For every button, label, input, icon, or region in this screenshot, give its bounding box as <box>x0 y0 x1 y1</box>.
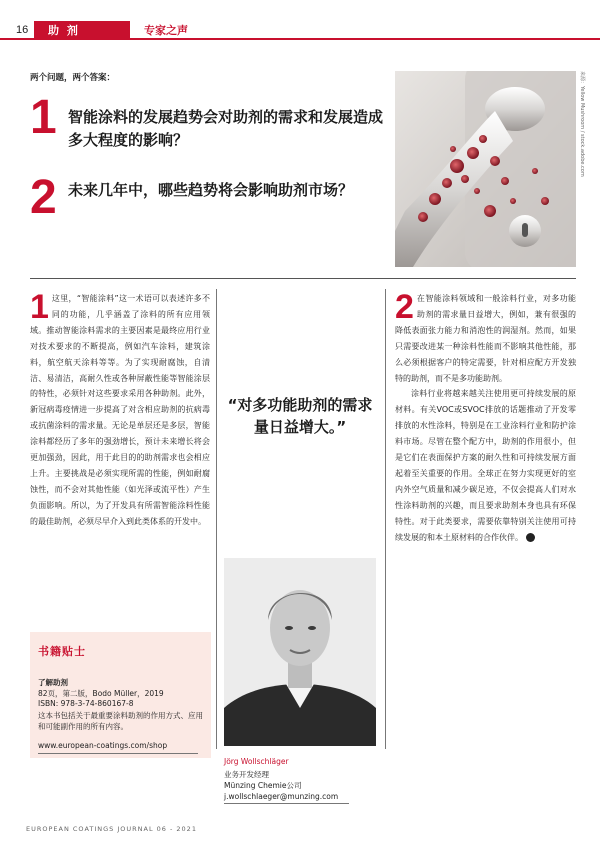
door-handle-virus-photo <box>395 71 576 267</box>
answer-2-dropcap: 2 <box>395 288 414 326</box>
expert-company: Münzing Chemie公司 <box>224 781 302 790</box>
book-isbn: ISBN: 978-3-74-860167-8 <box>38 699 134 708</box>
header-rule <box>0 38 600 40</box>
answer-1-dropcap: 1 <box>30 288 49 326</box>
intro-text: 两个问题，两个答案： <box>30 73 116 83</box>
question-1-text: 智能涂料的发展趋势会对助剂的需求和发展造成多大程度的影响？ <box>68 108 384 149</box>
book-title: 了解助剂 <box>38 678 68 687</box>
column-divider-right <box>385 289 386 749</box>
answer-2-column <box>395 288 576 546</box>
section-divider <box>30 278 576 279</box>
expert-name: Jörg Wollschläger <box>224 757 289 766</box>
photo-credit <box>577 71 587 231</box>
expert-email-link[interactable]: j.wollschlaeger@munzing.com <box>224 792 339 801</box>
shop-link[interactable]: www.european-coatings.com/shop <box>38 741 168 750</box>
book-tip-title: 书籍贴士 <box>38 645 86 658</box>
answer-2-paragraph-2: 涂料行业将越来越关注使用更可持续发展的原材料。有关VOC或SVOC排放的话题推动了开发零排放的水性涂料，特别是在工业涂料行业和防护涂料市场。尽管在整个配方中，助剂的作用很小，但是它们在表面保护方案的耐久性和可持续发展方面起着至关重要的作用。全球正在努力实现更好的室内外空气质量和减少碳足迹，不仅会提高人们对水性涂料助剂的兴趣，而且要求助剂本身也具有环保特性。对于此类要求，需要依靠特别关注使用可持续发展的和本土原材料的合作伙伴。 <box>395 389 576 542</box>
answer-2-paragraph-1: 在智能涂料领域和一般涂料行业，对多功能助剂的需求量日益增大，例如，兼有很强的降低表面张力能力和消泡性的润湿剂。然而，如果只需要改进某一种涂料性能而不影响其他性能，那么必须根据客户的特定需要，针对相应配方开发独特的助剂，而不是多功能助剂。 <box>395 294 576 383</box>
answer-1-column <box>30 288 210 530</box>
section-label: 助 剂 <box>48 24 80 37</box>
answer-1-text: 这里，“智能涂料”这一术语可以表述许多不同的功能，几乎涵盖了涂料的所有应用领域。推动智能涂料需求的主要因素是最终应用行业对技术要求的不断提高，例如汽车涂料，建筑涂料，航空航天涂料等等。为了实现耐腐蚀，自清洁、易清洁，高耐久性或各种屏蔽性能等智能涂层的特性，必须针对这些要求采用各种助剂。此外，新冠病毒疫情进一步提高了对含相应助剂的抗病毒或抗菌涂料的需求量。无论是单层还是多层，智能涂料都经历了多年的强劲增长，预计未来增长将会更加强劲，因此，用于此目的的助剂需求也会相应上升。主要挑战是必须实现所需的性能，例如耐腐蚀性，而不会对其他性能（如光泽或流平性）产生负面影响。所以，为了开发具有所需智能涂料性能的最佳助剂，必须尽早介入到此类体系的开发中。 <box>30 294 210 526</box>
book-description: 这本书包括关于最重要涂料助剂的作用方式、应用和可能副作用的所有内容。 <box>38 711 203 731</box>
end-mark-icon: ‹ <box>526 533 535 542</box>
book-tip-box <box>30 632 211 758</box>
column-label: 专家之声 <box>144 24 188 37</box>
journal-footer: EUROPEAN COATINGS JOURNAL 06 - 2021 <box>26 825 197 833</box>
book-link-rule <box>38 753 198 754</box>
column-divider-left <box>216 289 217 749</box>
question-1-number: 1 <box>30 91 57 144</box>
pull-quote: “对多功能助剂的需求量日益增大。” <box>227 396 373 436</box>
book-meta: 82页，第二版，Bodo Müller，2019 <box>38 689 164 698</box>
expert-portrait <box>224 558 376 746</box>
question-2-number: 2 <box>30 171 57 224</box>
caption-rule <box>224 803 349 804</box>
photo-credit-text: 来源：Yellow Mushroom / stock.adobe.com <box>579 71 585 177</box>
page-number: 16 <box>16 24 29 36</box>
question-2-text: 未来几年中，哪些趋势将会影响助剂市场？ <box>68 181 354 199</box>
expert-role: 业务开发经理 <box>224 770 269 779</box>
section-banner <box>34 21 130 39</box>
